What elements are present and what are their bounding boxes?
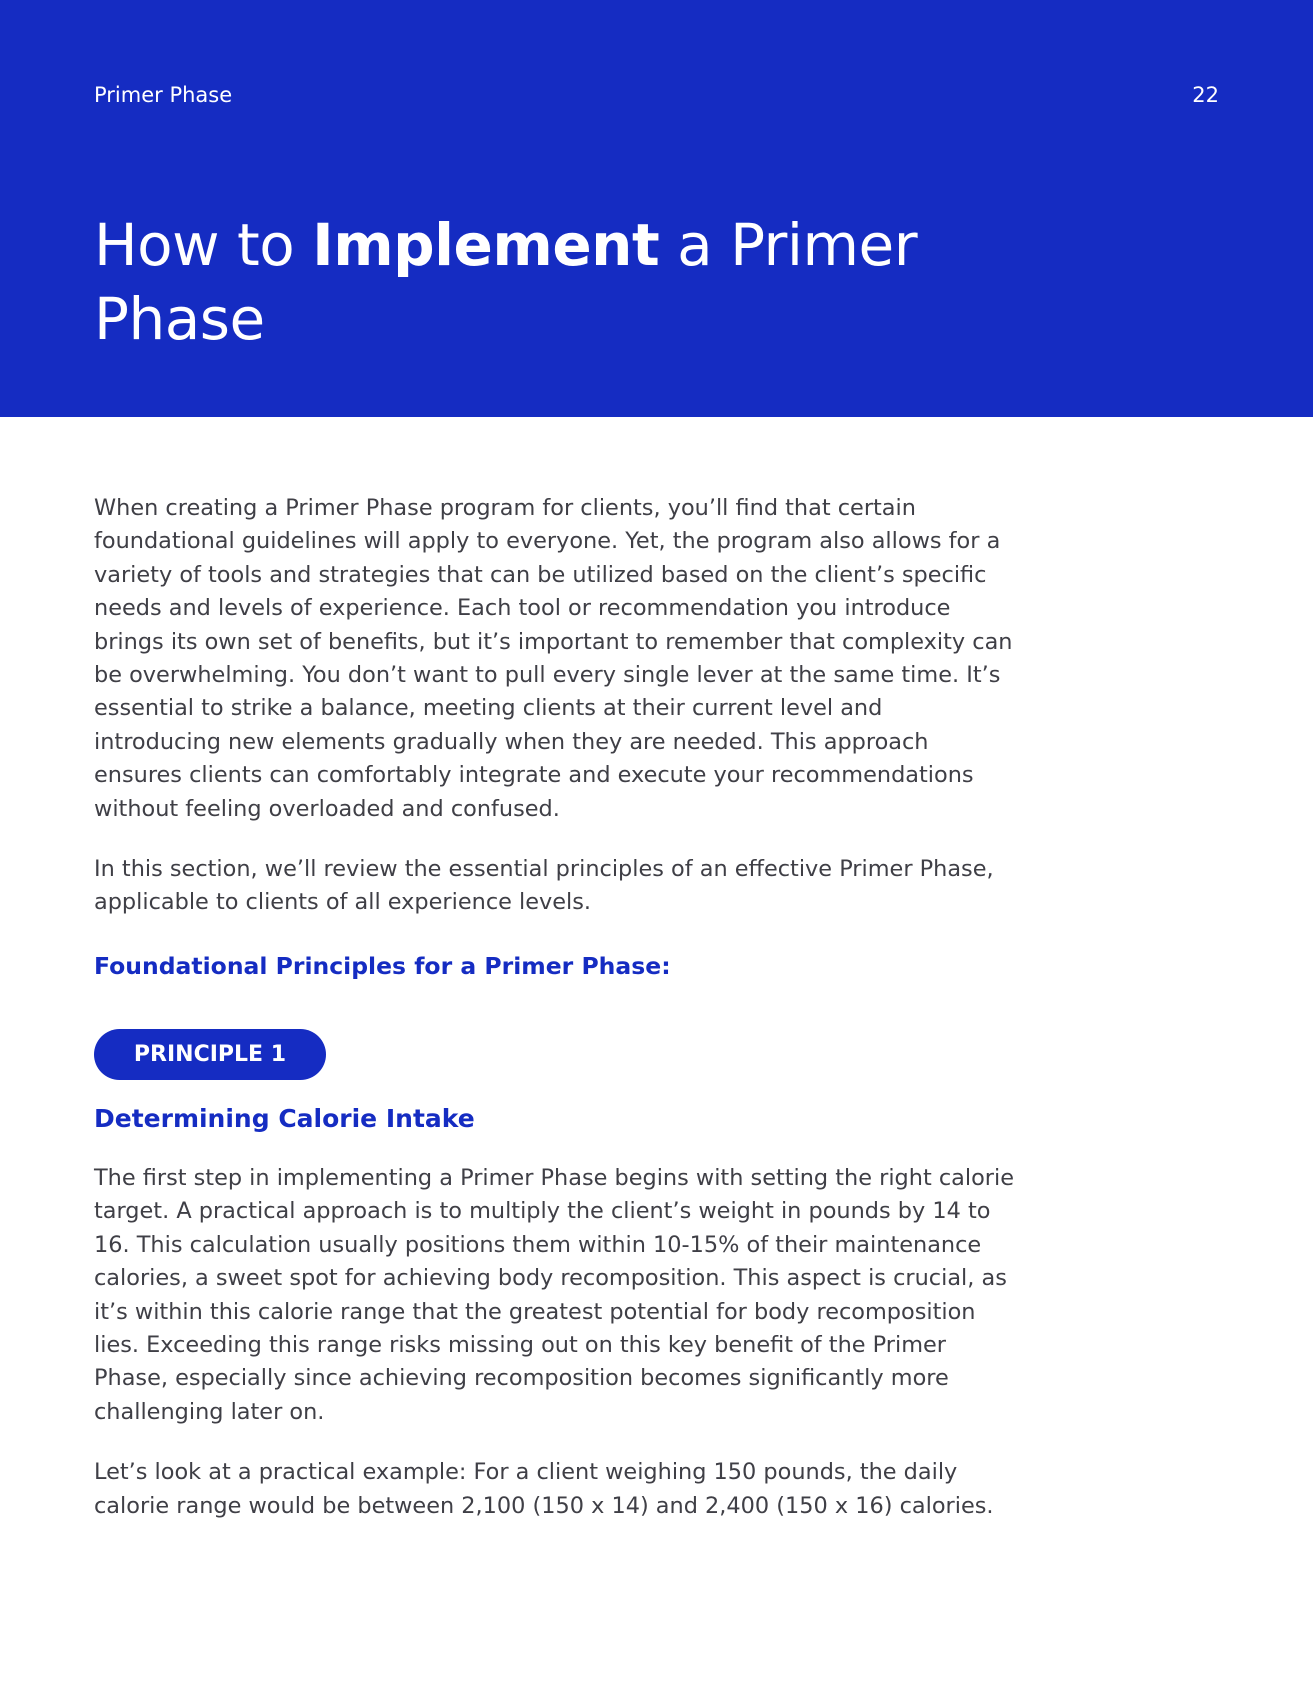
header-banner xyxy=(0,0,1313,417)
page-title-part2: a Primer Phase xyxy=(94,211,918,353)
principle-badge: PRINCIPLE 1 xyxy=(94,1029,326,1080)
section-paragraph: In this section, we’ll review the essential principles of an effective Primer Phase, applicable to clients of all experience levels. xyxy=(94,856,994,916)
page-title xyxy=(94,208,994,356)
section-label: Primer Phase xyxy=(94,83,233,107)
main-content xyxy=(94,492,1014,1523)
intro-paragraph: When creating a Primer Phase program for clients, you’ll find that certain foundational guidelines will apply to everyone. Yet, the program also allows for a variety of tools and strategies that can be utilized based on the client’s specific needs and levels of experience. Each tool or recommendation you introduce brings its own set of benefits, but it’s important to remember that complexity can be overwhelming. You don’t want to pull every single lever at the same time. It’s essential to strike a balance, meeting clients at their current level and introducing new elements gradually when they are needed. This approach ensures clients can comfortably integrate and execute your recommendations without feeling overloaded and confused. xyxy=(94,495,1013,822)
principle-heading: Determining Calorie Intake xyxy=(94,1103,475,1133)
principle-paragraph: The first step in implementing a Primer Phase begins with setting the right calorie target. A practical approach is to multiply the client’s weight in pounds by 14 to 16. This calculation usually positions them within 10-15% of their maintenance calories, a sweet spot for achieving body recomposition. This aspect is crucial, as it’s within this calorie range that the greatest potential for body recomposition lies. Exceeding this range risks missing out on this key benefit of the Primer Phase, especially since achieving recomposition becomes significantly more challenging later on. xyxy=(94,1164,1015,1425)
example-paragraph: Let’s look at a practical example: For a client weighing 150 pounds, the daily calorie range would be between 2,100 (150 x 14) and 2,400 (150 x 16) calories. xyxy=(94,1459,994,1519)
page-number: 22 xyxy=(1192,83,1219,107)
page-title-bold: Implement xyxy=(312,211,660,279)
page-title-part1: How to xyxy=(94,211,313,279)
principles-subheading: Foundational Principles for a Primer Phase: xyxy=(94,951,671,980)
